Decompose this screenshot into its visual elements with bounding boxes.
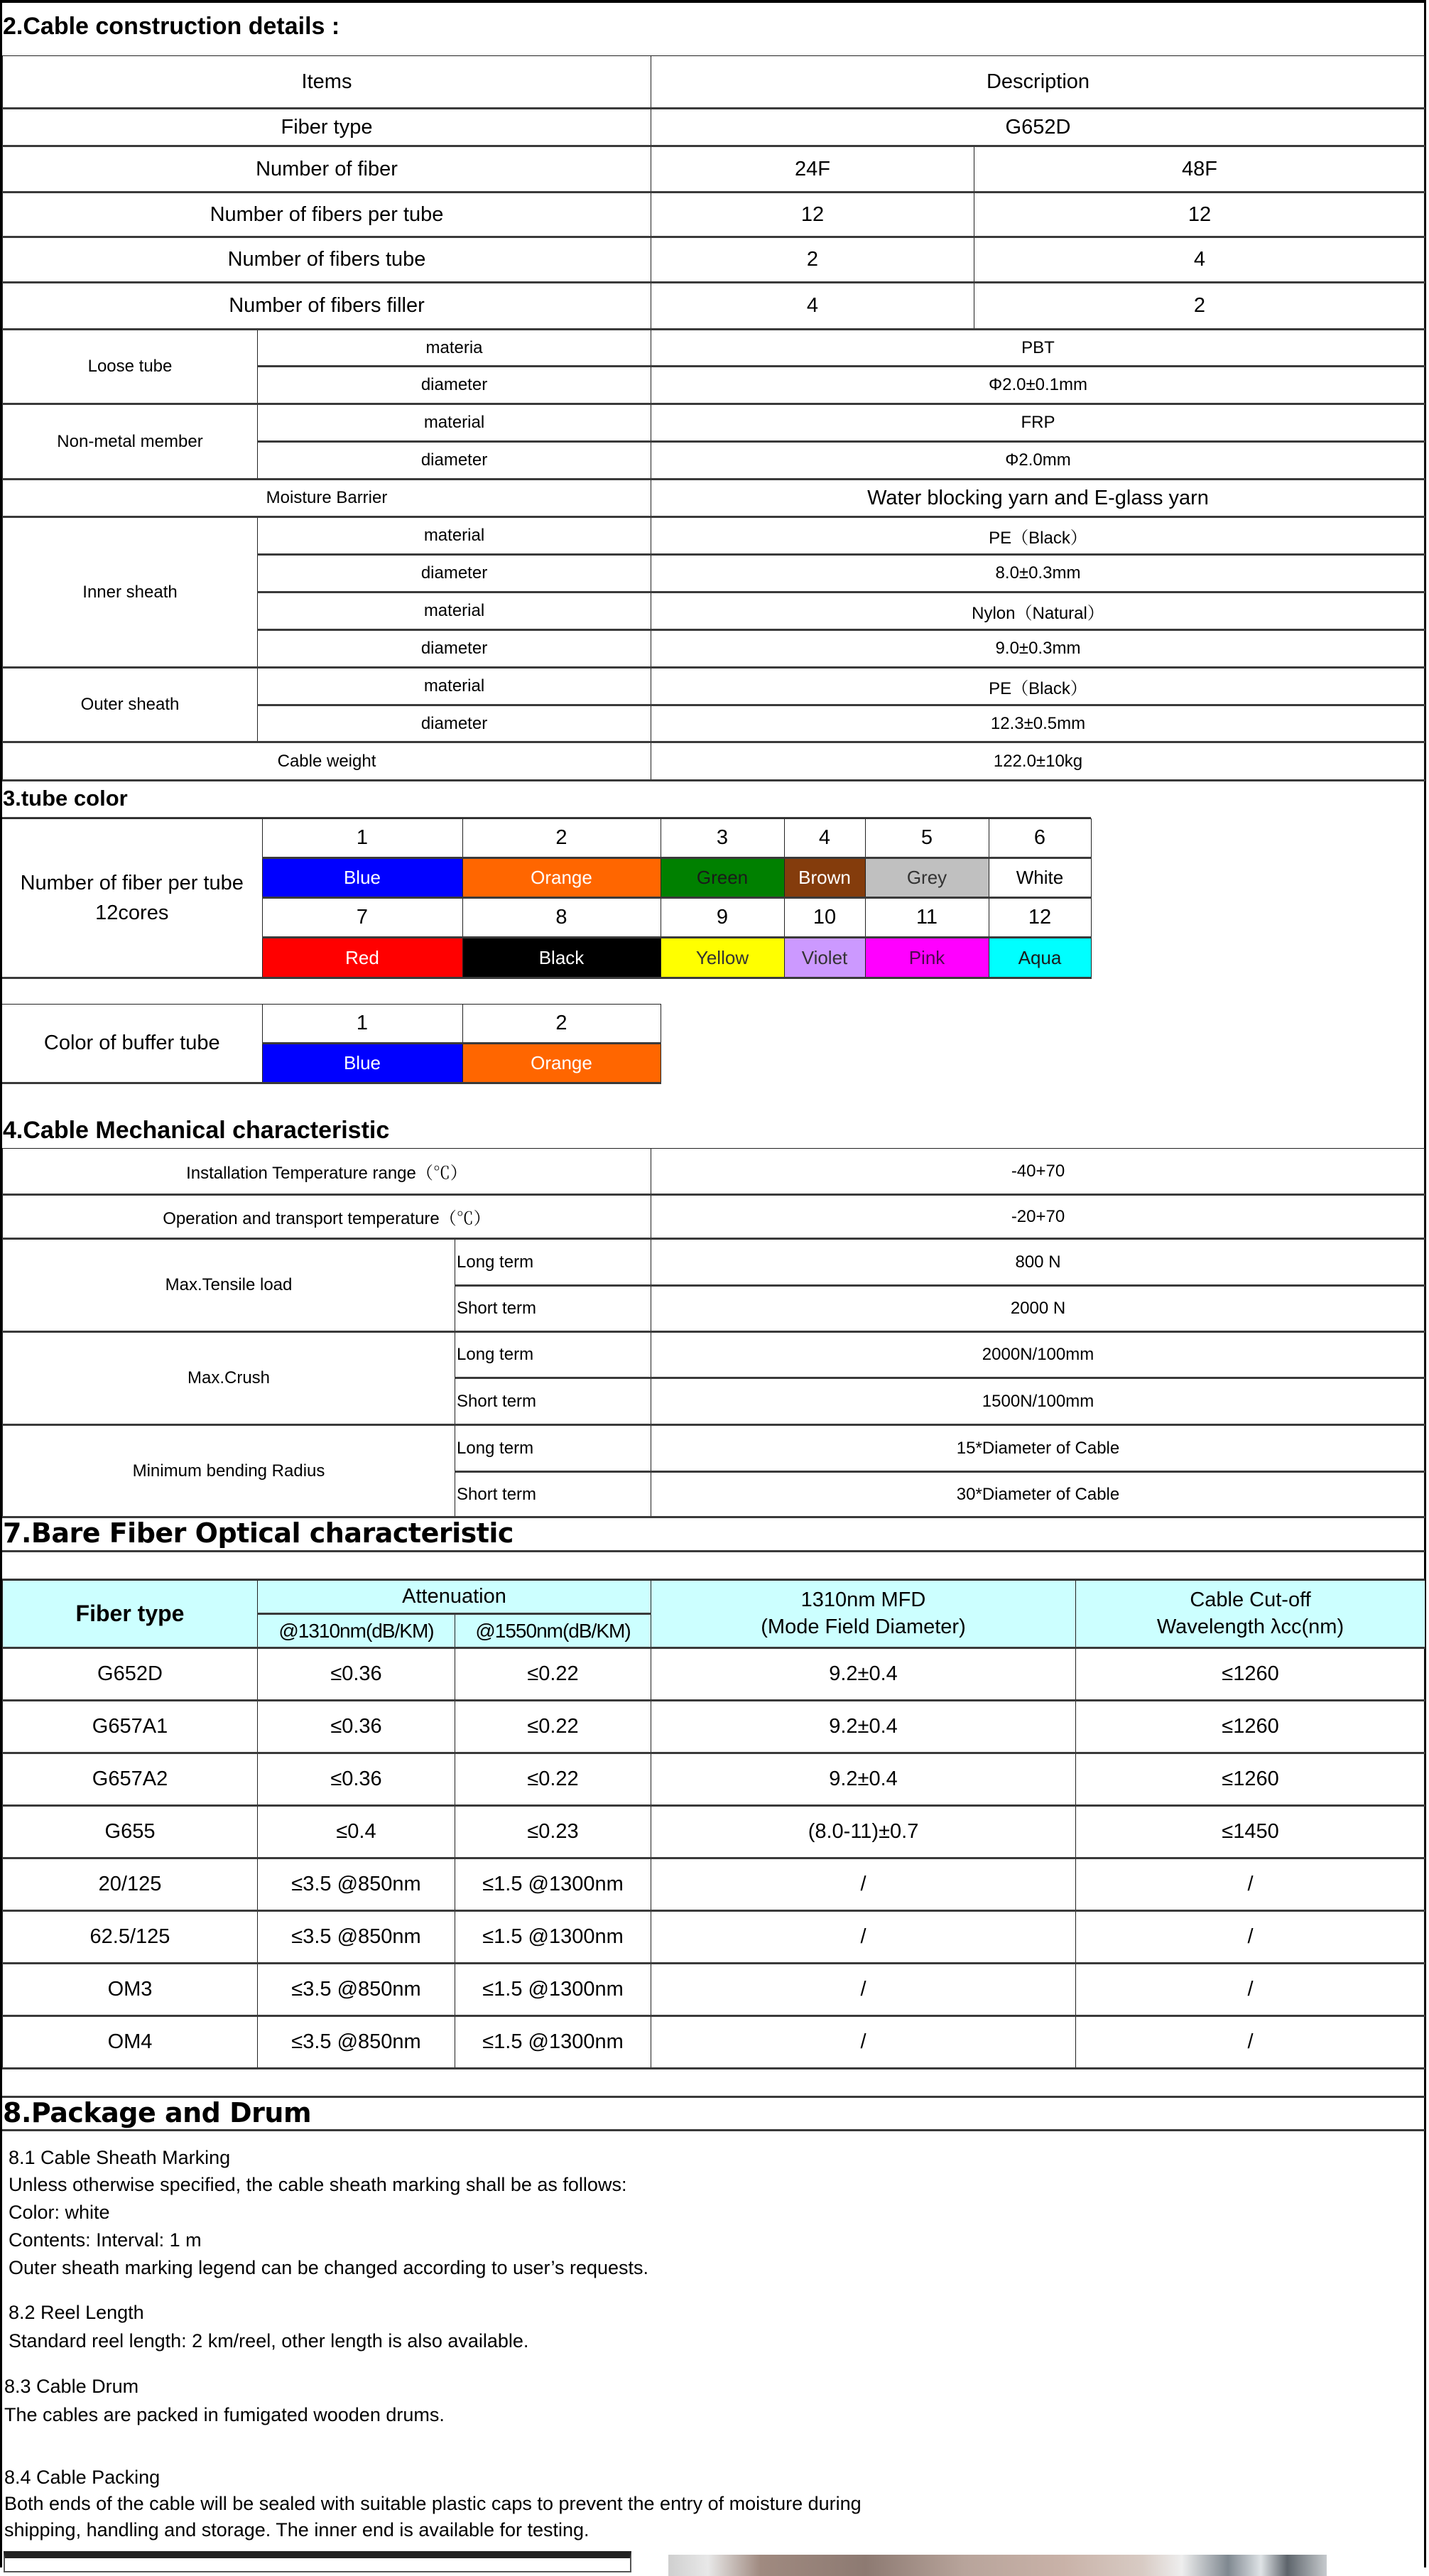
table-row [3,1239,1425,1286]
fiber-type-cell: OM3 [3,1964,258,2016]
table-row [3,193,1425,237]
table-row [3,109,1425,146]
term-label: Short term [455,1472,651,1517]
attenuation-1310-cell: ≤0.36 [258,1753,455,1806]
attenuation-1550-cell: ≤0.22 [455,1701,651,1753]
table-row [3,2016,1425,2069]
table-row [3,283,1425,330]
header-attenuation: Attenuation [258,1581,651,1614]
mfd-cell: 9.2±0.4 [651,1648,1076,1701]
mfd-cell: / [651,1858,1076,1911]
construction-table [2,55,1425,781]
color-swatch-white: White [989,858,1091,898]
table-row [3,1858,1425,1911]
attenuation-1550-cell: ≤1.5 @1300nm [455,1858,651,1911]
section-title-optical: 7.Bare Fiber Optical characteristic [3,1517,514,1549]
fiber-number: 11 [865,898,989,938]
row-value: 122.0±10kg [651,742,1425,781]
cutoff-cell: / [1076,1911,1425,1964]
fiber-type-cell: OM4 [3,2016,258,2069]
table-row [3,1701,1425,1753]
row-label: Installation Temperature range（℃） [3,1149,651,1195]
package-line: Contents: Interval: 1 m [9,2229,202,2251]
package-image-left [4,2551,631,2572]
term-value: 2000 N [651,1286,1425,1332]
color-swatch-green: Green [661,858,784,898]
table-row [3,1195,1425,1239]
attenuation-1550-cell: ≤0.22 [455,1648,651,1701]
group-label-bending: Minimum bending Radius [3,1425,455,1517]
mfd-cell: 9.2±0.4 [651,1753,1076,1806]
mfd-cell: 9.2±0.4 [651,1701,1076,1753]
value-48f: 4 [974,237,1425,283]
fiber-number: 10 [784,898,865,938]
property-label: diameter [258,630,651,668]
color-swatch-red: Red [262,938,462,978]
table-row [3,1806,1425,1858]
cutoff-cell: ≤1260 [1076,1753,1425,1806]
divider [2,1550,1425,1552]
header-mfd-line1: 1310nm MFD [800,1588,926,1611]
cutoff-cell: / [1076,1858,1425,1911]
row-label: Number of fiber [3,146,651,193]
color-swatch-grey: Grey [865,858,989,898]
header-items: Items [3,56,651,109]
property-label: material [258,592,651,630]
group-label-inner-sheath: Inner sheath [3,517,258,668]
value-24f: 4 [651,283,974,330]
property-label: material [258,668,651,705]
property-label: diameter [258,555,651,592]
section-title-construction: 2.Cable construction details : [3,13,340,40]
attenuation-1310-cell: ≤3.5 @850nm [258,1911,455,1964]
attenuation-1310-cell: ≤0.36 [258,1701,455,1753]
attenuation-1550-cell: ≤1.5 @1300nm [455,1964,651,2016]
property-label: materia [258,330,651,367]
property-label: diameter [258,367,651,404]
row-label: Operation and transport temperature（℃） [3,1195,651,1239]
property-value: Nylon（Natural） [651,592,1425,630]
buffer-color-label: Color of buffer tube [2,1005,262,1083]
group-label-loose-tube: Loose tube [3,330,258,404]
package-photo-right [668,2555,1327,2576]
attenuation-1550-cell: ≤1.5 @1300nm [455,1911,651,1964]
row-value: Water blocking yarn and E-glass yarn [651,480,1425,517]
buffer-color-table [2,1004,661,1084]
buffer-number: 2 [462,1005,661,1044]
value-48f: 12 [974,193,1425,237]
package-line: Standard reel length: 2 km/reel, other length is also available. [9,2330,529,2352]
table-row [3,146,1425,193]
package-line: 8.1 Cable Sheath Marking [9,2147,231,2168]
table-row [3,1425,1425,1472]
header-att-1550: @1550nm(dB/KM) [455,1614,651,1648]
table-row [3,517,1425,555]
header-mfd-line2: (Mode Field Diameter) [761,1615,966,1638]
optical-table [2,1580,1425,2069]
fiber-number: 4 [784,819,865,858]
group-label-tensile: Max.Tensile load [3,1239,455,1332]
row-value: -20+70 [651,1195,1425,1239]
fiber-type-cell: 20/125 [3,1858,258,1911]
table-row [3,742,1425,781]
package-line: Color: white [9,2202,110,2223]
fiber-number: 6 [989,819,1091,858]
value-24f: 2 [651,237,974,283]
term-value: 1500N/100mm [651,1378,1425,1425]
color-swatch-orange: Orange [462,858,661,898]
fiber-number: 7 [262,898,462,938]
row-label: Cable weight [3,742,651,781]
term-label: Long term [455,1425,651,1472]
term-value: 2000N/100mm [651,1332,1425,1378]
package-line: Outer sheath marking legend can be changed according to user’s requests. [9,2257,649,2278]
header-cutoff-line2: Wavelength λcc(nm) [1156,1615,1344,1638]
row-label: Moisture Barrier [3,480,651,517]
fiber-number: 12 [989,898,1091,938]
attenuation-1550-cell: ≤1.5 @1300nm [455,2016,651,2069]
header-description: Description [651,56,1425,109]
cutoff-cell: / [1076,2016,1425,2069]
term-value: 15*Diameter of Cable [651,1425,1425,1472]
fiber-type-cell: G652D [3,1648,258,1701]
mfd-cell: / [651,2016,1076,2069]
table-row [3,480,1425,517]
row-label: Fiber type [3,109,651,146]
term-label: Long term [455,1332,651,1378]
property-value: PE（Black） [651,517,1425,555]
table-row [3,237,1425,283]
row-value: -40+70 [651,1149,1425,1195]
package-line: The cables are packed in fumigated wooden drums. [4,2404,445,2425]
mfd-cell: / [651,1964,1076,2016]
color-swatch-aqua: Aqua [989,938,1091,978]
group-label-crush: Max.Crush [3,1332,455,1425]
table-row [3,404,1425,442]
term-label: Short term [455,1286,651,1332]
header-cutoff-line1: Cable Cut-off [1190,1588,1311,1611]
fiber-number: 8 [462,898,661,938]
fiber-type-cell: G655 [3,1806,258,1858]
attenuation-1550-cell: ≤0.22 [455,1753,651,1806]
row-value: G652D [651,109,1425,146]
cutoff-cell: ≤1450 [1076,1806,1425,1858]
fiber-type-cell: 62.5/125 [3,1911,258,1964]
property-value: 9.0±0.3mm [651,630,1425,668]
section-title-package: 8.Package and Drum [3,2097,312,2128]
header-att-1310: @1310nm(dB/KM) [258,1614,455,1648]
attenuation-1310-cell: ≤3.5 @850nm [258,1964,455,2016]
property-value: Φ2.0mm [651,442,1425,480]
color-swatch-blue: Blue [262,858,462,898]
fiber-type-cell: G657A2 [3,1753,258,1806]
color-swatch-pink: Pink [865,938,989,978]
property-value: PE（Black） [651,668,1425,705]
value-48f: 2 [974,283,1425,330]
value-48f: 48F [974,146,1425,193]
group-label-outer-sheath: Outer sheath [3,668,258,742]
fiber-color-table [2,818,1092,979]
mfd-cell: / [651,1911,1076,1964]
table-row [3,1911,1425,1964]
mechanical-table [2,1148,1425,1518]
header-mfd [651,1581,1076,1648]
table-row [3,1964,1425,2016]
fiber-color-label: Number of fiber per tube 12cores [2,819,262,978]
package-line: Unless otherwise specified, the cable sheath marking shall be as follows: [9,2174,627,2195]
table-row [3,1149,1425,1195]
number-row [2,1005,661,1044]
cutoff-cell: ≤1260 [1076,1701,1425,1753]
term-label: Short term [455,1378,651,1425]
buffer-number: 1 [262,1005,462,1044]
property-label: diameter [258,705,651,742]
attenuation-1550-cell: ≤0.23 [455,1806,651,1858]
package-line: 8.2 Reel Length [9,2302,144,2323]
attenuation-1310-cell: ≤0.4 [258,1806,455,1858]
property-value: FRP [651,404,1425,442]
attenuation-1310-cell: ≤3.5 @850nm [258,2016,455,2069]
group-label-non-metal-member: Non-metal member [3,404,258,480]
row-label: Number of fibers filler [3,283,651,330]
mfd-cell: (8.0-11)±0.7 [651,1806,1076,1858]
package-line: Both ends of the cable will be sealed with suitable plastic caps to prevent the entry of moisture during [4,2493,862,2514]
property-label: material [258,404,651,442]
attenuation-1310-cell: ≤0.36 [258,1648,455,1701]
row-label: Number of fibers tube [3,237,651,283]
table-row [3,1648,1425,1701]
number-row [2,819,1091,858]
property-value: PBT [651,330,1425,367]
package-line: shipping, handling and storage. The inner end is available for testing. [4,2519,589,2540]
color-swatch-brown: Brown [784,858,865,898]
package-line: 8.4 Cable Packing [4,2467,161,2488]
property-value: 12.3±0.5mm [651,705,1425,742]
attenuation-1310-cell: ≤3.5 @850nm [258,1858,455,1911]
section-title-mechanical: 4.Cable Mechanical characteristic [3,1117,390,1144]
table-row [3,1332,1425,1378]
header-fiber-type: Fiber type [3,1581,258,1648]
fiber-number: 2 [462,819,661,858]
cutoff-cell: ≤1260 [1076,1648,1425,1701]
value-24f: 24F [651,146,974,193]
fiber-number: 1 [262,819,462,858]
term-value: 800 N [651,1239,1425,1286]
package-line: 8.3 Cable Drum [4,2376,139,2397]
term-value: 30*Diameter of Cable [651,1472,1425,1517]
color-swatch-orange: Orange [462,1044,661,1083]
divider [2,2129,1425,2131]
color-swatch-violet: Violet [784,938,865,978]
color-swatch-black: Black [462,938,661,978]
property-label: material [258,517,651,555]
property-value: Φ2.0±0.1mm [651,367,1425,404]
section-title-tube-color: 3.tube color [3,786,128,811]
property-value: 8.0±0.3mm [651,555,1425,592]
cutoff-cell: / [1076,1964,1425,2016]
optical-body [3,1648,1425,2069]
fiber-type-cell: G657A1 [3,1701,258,1753]
fiber-number: 5 [865,819,989,858]
row-label: Number of fibers per tube [3,193,651,237]
property-label: diameter [258,442,651,480]
table-header-row [3,1581,1425,1614]
header-cutoff [1076,1581,1425,1648]
table-row [3,1753,1425,1806]
term-label: Long term [455,1239,651,1286]
color-swatch-yellow: Yellow [661,938,784,978]
table-row [3,668,1425,705]
color-swatch-blue: Blue [262,1044,462,1083]
fiber-number: 3 [661,819,784,858]
fiber-number: 9 [661,898,784,938]
table-row [3,330,1425,367]
table-header-row [3,56,1425,109]
value-24f: 12 [651,193,974,237]
